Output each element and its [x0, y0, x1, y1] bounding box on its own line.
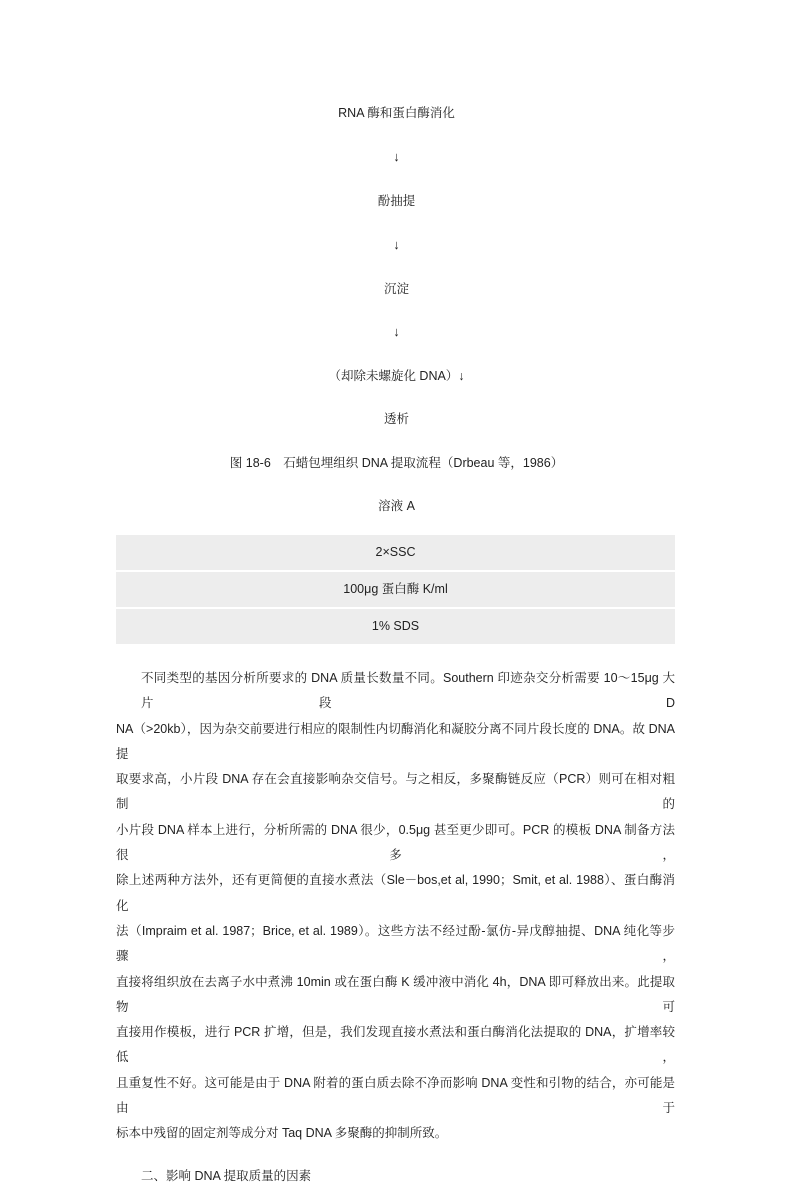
- flow-arrow-icon: ↓: [393, 149, 400, 164]
- figure-caption: 图 18-6 石蜡包埋组织 DNA 提取流程（Drbeau 等，1986）: [229, 456, 564, 470]
- table-row: 100μg 蛋白酶 K/ml: [116, 572, 675, 607]
- paragraph-line: 取要求高，小片段 DNA 存在会直接影响杂交信号。与之相反，多聚酶链反应（PCR）则可在相对粗制的: [116, 772, 675, 812]
- table-row: 2×SSC: [116, 535, 675, 570]
- paragraph-line: NA（>20kb），因为杂交前要进行相应的限制性内切酶消化和凝胶分离不同片段长度的 DNA。故 DNA 提: [116, 721, 675, 761]
- flow-step-dialysis: 透析: [383, 412, 409, 426]
- flow-arrow-icon: ↓: [393, 237, 400, 252]
- flow-step-precipitation: 沉淀: [383, 282, 409, 296]
- flow-step-remove-dna: （却除未螺旋化 DNA）↓: [328, 369, 465, 383]
- paragraph-line: 且重复性不好。这可能是由于 DNA 附着的蛋白质去除不净而影响 DNA 变性和引物的结合，亦可能是由于: [116, 1075, 675, 1116]
- paragraph-line: 直接用作模板，进行 PCR 扩增，但是，我们发现直接水煮法和蛋白酶消化法提取的 DNA，扩增率较低，: [116, 1025, 675, 1065]
- paragraph-line: 小片段 DNA 样本上进行，分析所需的 DNA 很少，0.5μg 甚至更少即可。PCR 的模板 DNA 制备方法很多，: [116, 822, 675, 863]
- body-section: [116, 666, 675, 1189]
- flow-arrow-icon: ↓: [393, 324, 400, 339]
- solution-table: [116, 535, 675, 646]
- paragraph-line: 法（Impraim et al. 1987；Brice, et al. 1989）。这些方法不经过酚-氯仿-异戊醇抽提、DNA 纯化等步骤，: [116, 923, 675, 964]
- paragraph-line: 标本中残留的固定剂等成分对 Taq DNA 多聚酶的抑制所致。: [116, 1126, 448, 1141]
- paragraph-line: 直接将组织放在去离子水中煮沸 10min 或在蛋白酶 K 缓冲液中消化 4h，DNA 即可释放出来。此提取物可: [116, 974, 675, 1014]
- table-row: 1% SDS: [116, 609, 675, 644]
- body-paragraph: [116, 666, 675, 1147]
- flow-step-phenol-extraction: 酚抽提: [377, 194, 416, 208]
- solution-title: 溶液 A: [378, 499, 415, 513]
- section-heading: 二、影响 DNA 提取质量的因素: [141, 1168, 312, 1183]
- flow-step-digestion: RNA 酶和蛋白酶消化: [338, 106, 455, 120]
- paragraph-line: 除上述两种方法外，还有更简便的直接水煮法（Sle－bos,et al, 1990；Smit, et al. 1988）、蛋白酶消化: [116, 873, 675, 913]
- paragraph-line: 不同类型的基因分析所要求的 DNA 质量长数量不同。Southern 印迹杂交分析需要 10～15μg 大片段 D: [141, 671, 675, 711]
